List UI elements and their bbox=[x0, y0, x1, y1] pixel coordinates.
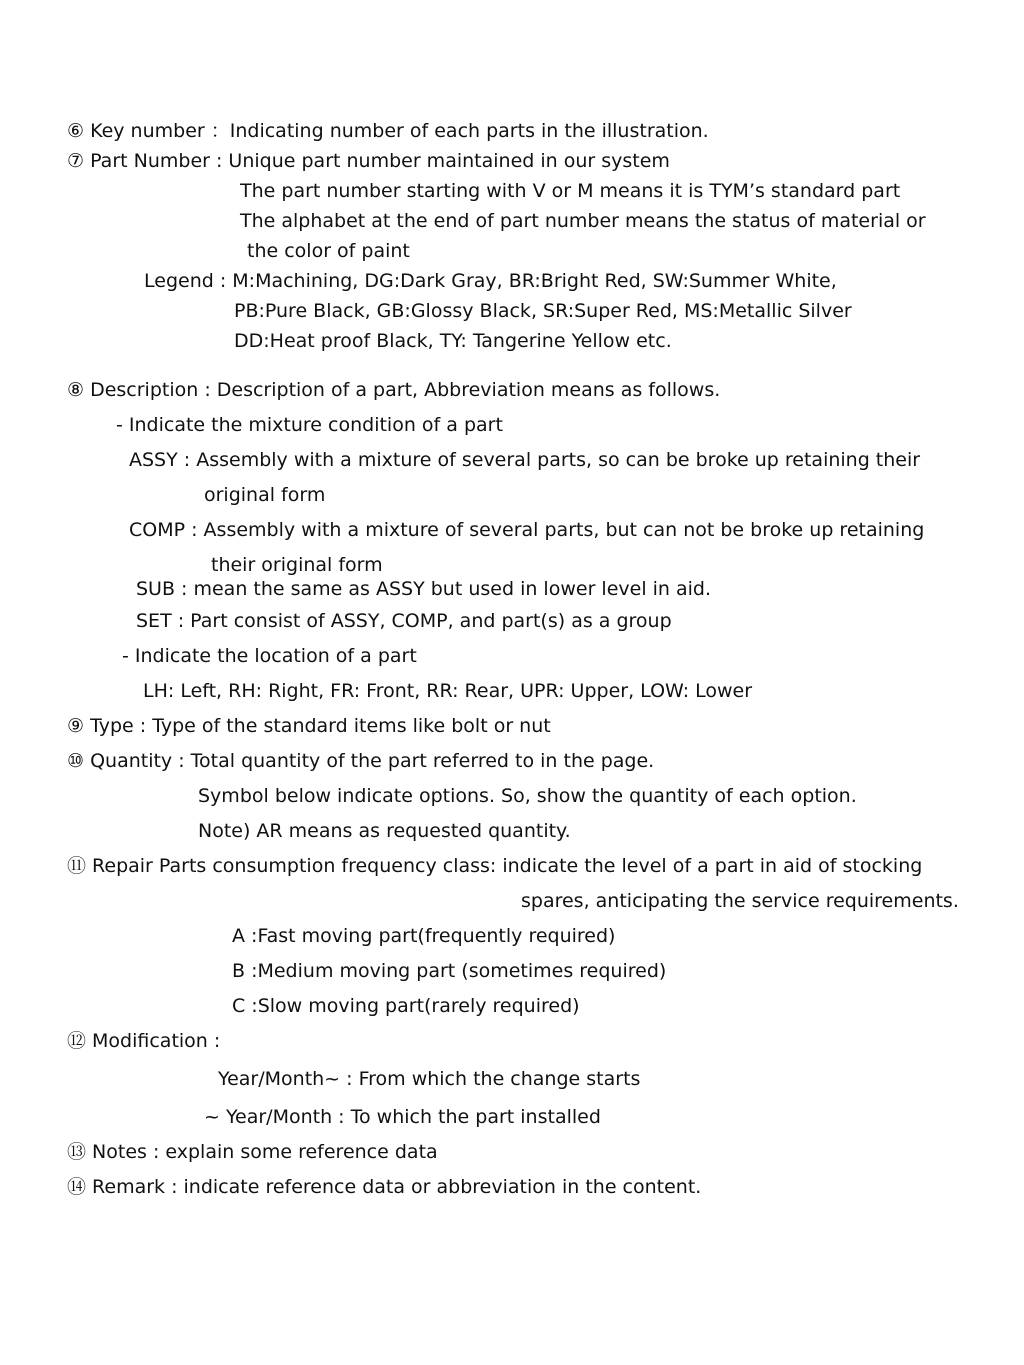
comp-definition: COMP : Assembly with a mixture of several parts, but can not be broke up retaining bbox=[129, 519, 925, 541]
legend-line-1: Legend : M:Machining, DG:Dark Gray, BR:Bright Red, SW:Summer White, bbox=[144, 270, 837, 292]
class-a-line: A :Fast moving part(frequently required) bbox=[232, 925, 616, 947]
description-line: ⑧ Description : Description of a part, Abbreviation means as follows. bbox=[67, 379, 721, 401]
modification-start-line: Year/Month~ : From which the change starts bbox=[218, 1068, 641, 1090]
assy-definition: ASSY : Assembly with a mixture of several parts, so can be broke up retaining their bbox=[129, 449, 921, 471]
part-number-detail-3: the color of paint bbox=[247, 240, 410, 262]
class-b-line: B :Medium moving part (sometimes required) bbox=[232, 960, 667, 982]
part-number-detail-1: The part number starting with V or M means it is TYM’s standard part bbox=[240, 180, 901, 202]
key-number-line: ⑥ Key number ：Indicating number of each parts in the illustration. bbox=[67, 120, 709, 142]
modification-line: ⑫ Modification : bbox=[67, 1030, 221, 1052]
legend-line-2: PB:Pure Black, GB:Glossy Black, SR:Super Red, MS:Metallic Silver bbox=[234, 300, 852, 322]
quantity-detail-2: Note) AR means as requested quantity. bbox=[198, 820, 571, 842]
quantity-detail-1: Symbol below indicate options. So, show the quantity of each option. bbox=[198, 785, 857, 807]
assy-definition-cont: original form bbox=[204, 484, 326, 506]
notes-line: ⑬ Notes : explain some reference data bbox=[67, 1141, 438, 1163]
comp-definition-cont: their original form bbox=[211, 554, 383, 576]
legend-line-3: DD:Heat proof Black, TY: Tangerine Yellow etc. bbox=[234, 330, 672, 352]
location-abbreviations: LH: Left, RH: Right, FR: Front, RR: Rear, UPR: Upper, LOW: Lower bbox=[143, 680, 753, 702]
sub-definition: SUB : mean the same as ASSY but used in lower level in aid. bbox=[136, 578, 712, 600]
part-number-detail-2: The alphabet at the end of part number means the status of material or bbox=[240, 210, 926, 232]
location-heading: - Indicate the location of a part bbox=[122, 645, 417, 667]
modification-end-line: ~ Year/Month : To which the part installed bbox=[204, 1106, 601, 1128]
type-line: ⑨ Type : Type of the standard items like bolt or nut bbox=[67, 715, 551, 737]
class-c-line: C :Slow moving part(rarely required) bbox=[232, 995, 580, 1017]
remark-line: ⑭ Remark : indicate reference data or abbreviation in the content. bbox=[67, 1176, 702, 1198]
mixture-heading: - Indicate the mixture condition of a part bbox=[116, 414, 503, 436]
part-number-line: ⑦ Part Number : Unique part number maintained in our system bbox=[67, 150, 670, 172]
repair-parts-line: ⑪ Repair Parts consumption frequency class: indicate the level of a part in aid of stocking bbox=[67, 855, 923, 877]
repair-parts-line-cont: spares, anticipating the service requirements. bbox=[521, 890, 959, 912]
set-definition: SET : Part consist of ASSY, COMP, and part(s) as a group bbox=[136, 610, 672, 632]
quantity-line: ⑩ Quantity : Total quantity of the part referred to in the page. bbox=[67, 750, 655, 772]
